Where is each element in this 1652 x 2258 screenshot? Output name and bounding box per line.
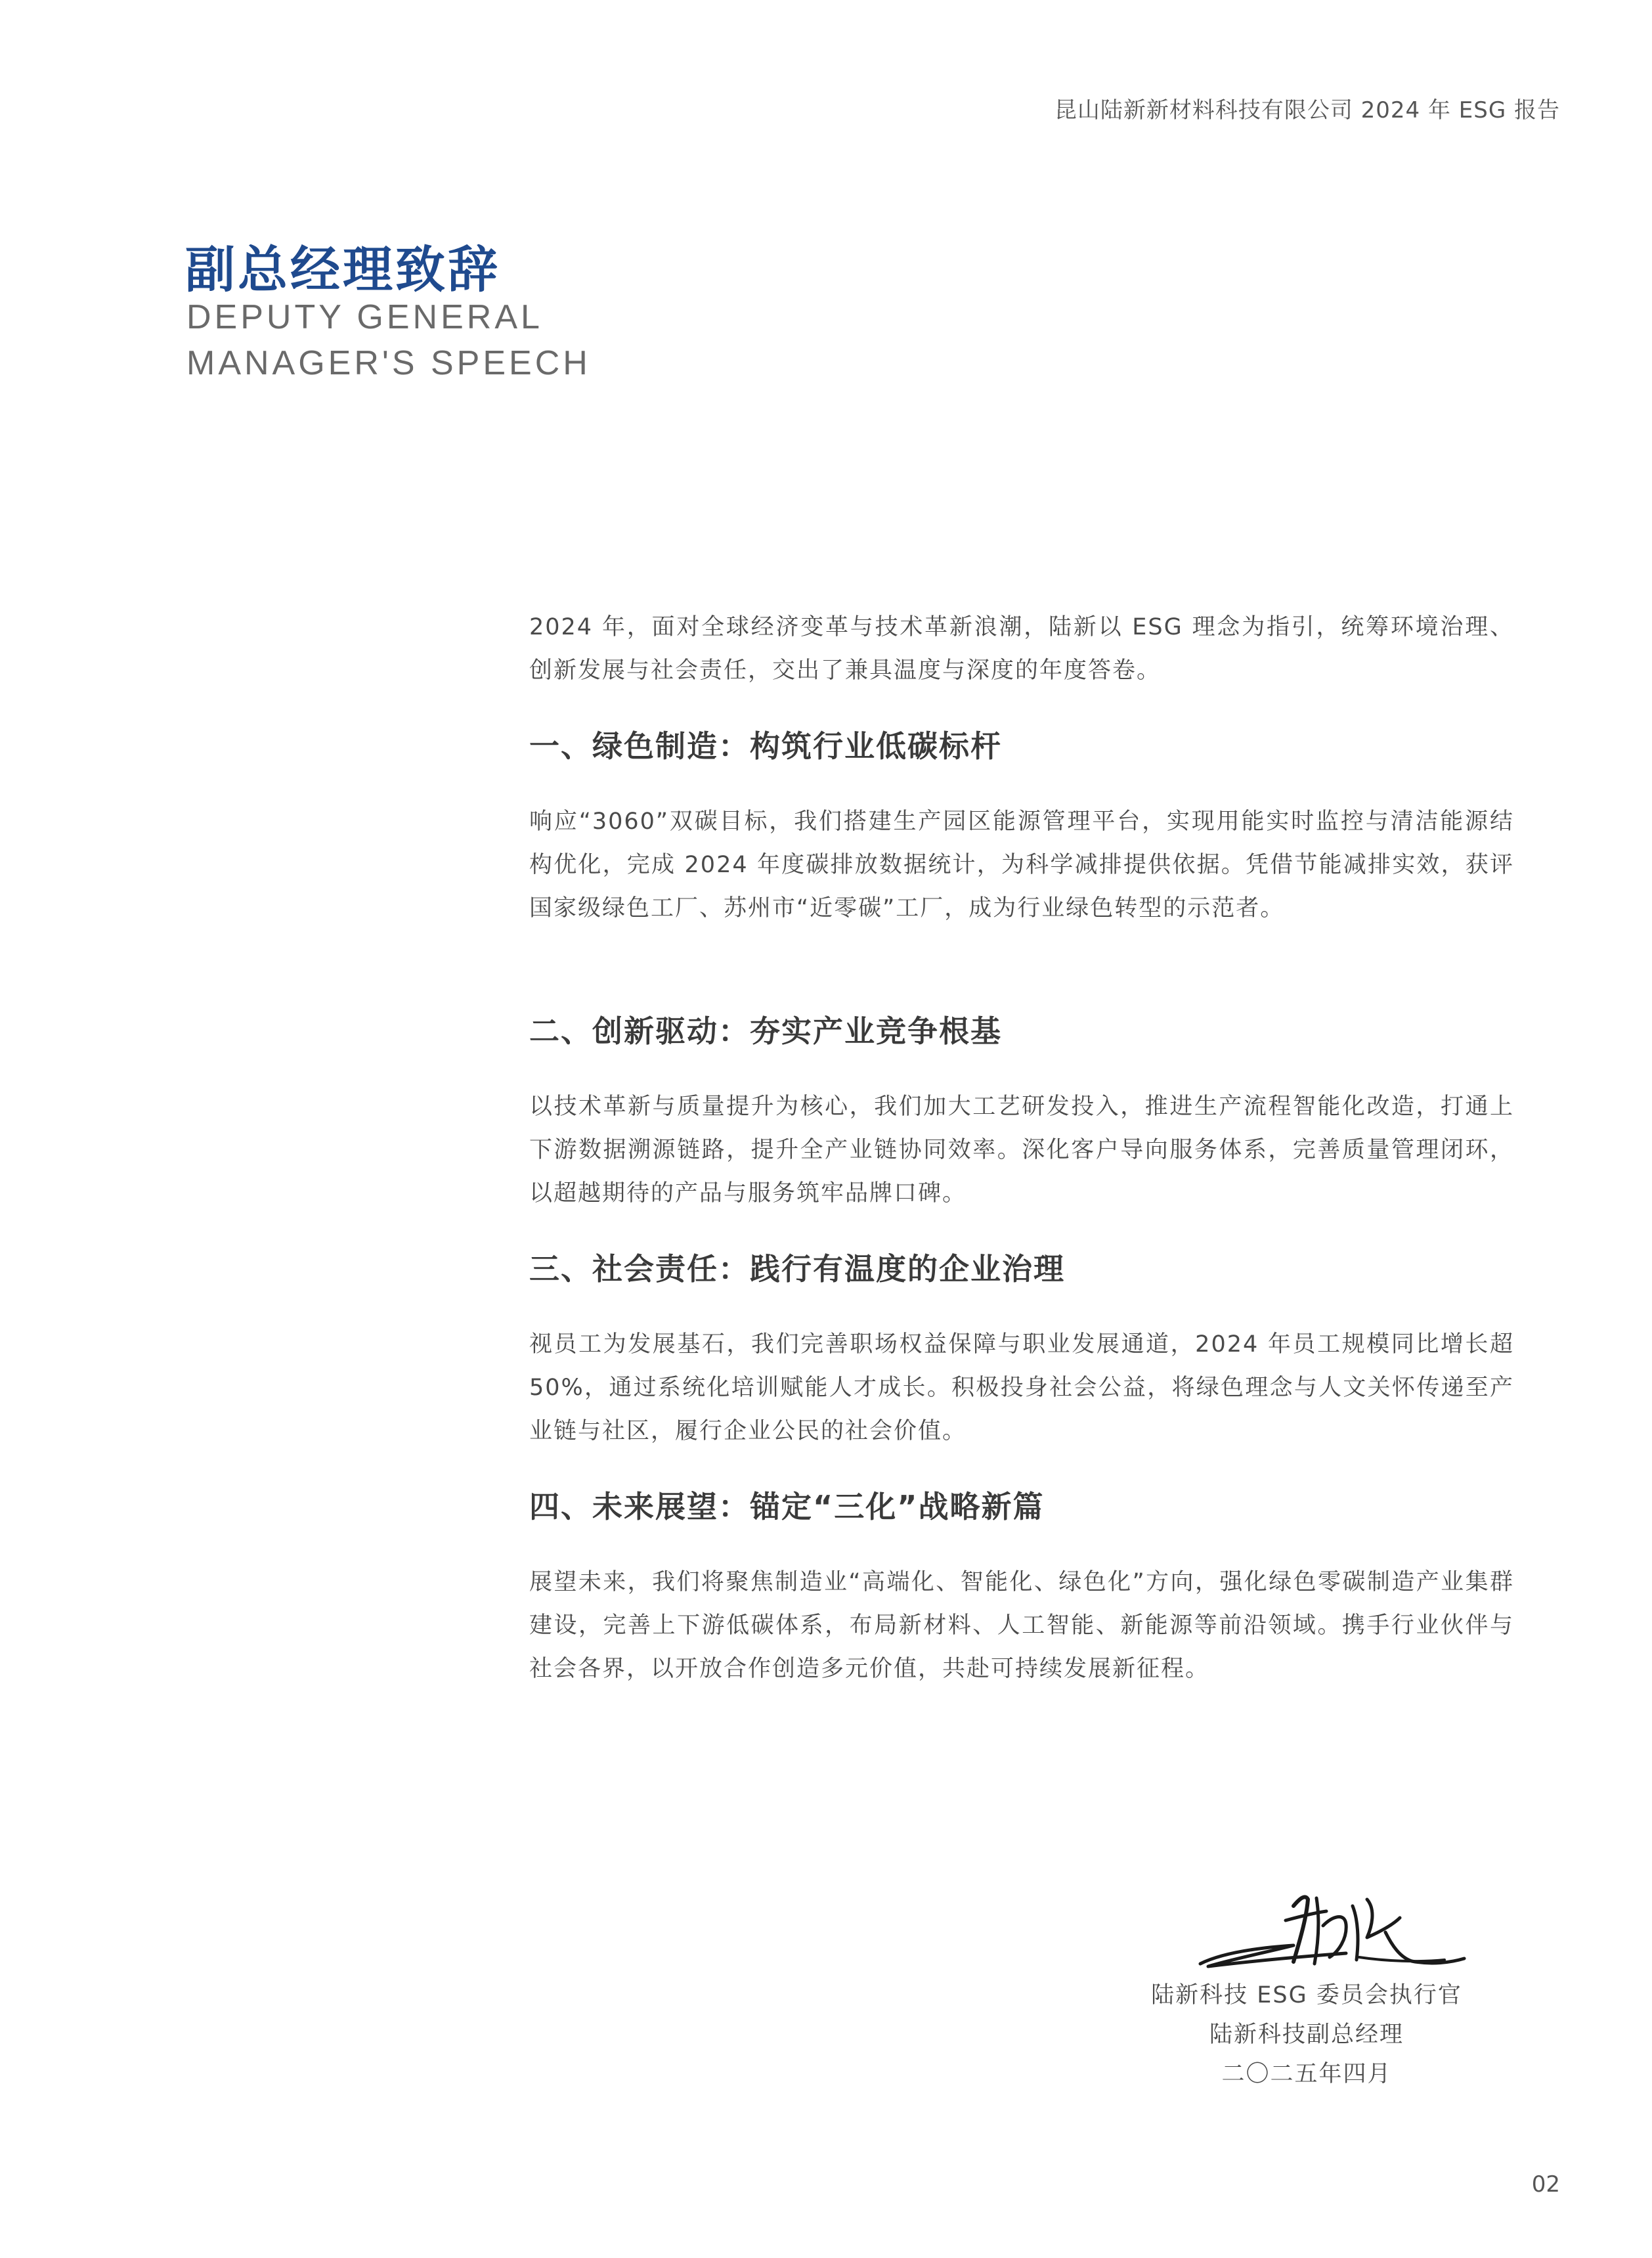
section-body-green-manufacturing: 响应“3060”双碳目标，我们搭建生产园区能源管理平台，实现用能实时监控与清洁能源结构优化，完成 2024 年度碳排放数据统计，为科学减排提供依据。凭借节能减排实效，获评国家级绿色工厂、苏州市“近零碳”工厂，成为行业绿色转型的示范者。 bbox=[529, 808, 1514, 921]
intro-paragraph: 2024 年，面对全球经济变革与技术革新浪潮，陆新以 ESG 理念为指引，统筹环境治理、创新发展与社会责任，交出了兼具温度与深度的年度答卷。 bbox=[529, 614, 1514, 684]
section-heading-outlook: 四、未来展望：锚定“三化”战略新篇 bbox=[529, 1489, 1045, 1524]
section-body-innovation: 以技术革新与质量提升为核心，我们加大工艺研发投入，推进生产流程智能化改造，打通上下游数据溯源链路，提升全产业链协同效率。深化客户导向服务体系，完善质量管理闭环，以超越期待的产品与服务筑牢品牌口碑。 bbox=[529, 1094, 1514, 1206]
signoff-role-esg: 陆新科技 ESG 委员会执行官 bbox=[1151, 1982, 1462, 2008]
page-number: 02 bbox=[1531, 2171, 1560, 2198]
report-header: 昆山陆新新材料科技有限公司 2024 年 ESG 报告 bbox=[1054, 97, 1560, 123]
page-subtitle-en bbox=[186, 294, 712, 386]
signoff-role-deputy-gm: 陆新科技副总经理 bbox=[1209, 2022, 1404, 2048]
section-body-outlook: 展望未来，我们将聚焦制造业“高端化、智能化、绿色化”方向，强化绿色零碳制造产业集群建设，完善上下游低碳体系，布局新材料、人工智能、新能源等前沿领域。携手行业伙伴与社会各界，以开放合作创造多元价值，共赴可持续发展新征程。 bbox=[529, 1569, 1514, 1682]
section-heading-social-responsibility: 三、社会责任：践行有温度的企业治理 bbox=[529, 1251, 1065, 1287]
speech-body bbox=[529, 606, 1514, 1691]
section-body-social-responsibility: 视员工为发展基石，我们完善职场权益保障与职业发展通道，2024 年员工规模同比增长超 50%，通过系统化培训赋能人才成长。积极投身社会公益，将绿色理念与人文关怀传递至产业链与社区，履行企业公民的社会价值。 bbox=[529, 1331, 1514, 1444]
page-title: 副总经理致辞 bbox=[185, 240, 500, 299]
handwritten-signature bbox=[1195, 1880, 1471, 1978]
signoff-block bbox=[1110, 1976, 1504, 2094]
section-heading-green-manufacturing: 一、绿色制造：构筑行业低碳标杆 bbox=[529, 728, 1002, 764]
subtitle-line-2: MANAGER'S SPEECH bbox=[186, 344, 591, 382]
signoff-date: 二〇二五年四月 bbox=[1221, 2061, 1392, 2087]
section-heading-innovation: 二、创新驱动：夯实产业竞争根基 bbox=[529, 1013, 1002, 1049]
subtitle-line-1: DEPUTY GENERAL bbox=[186, 298, 543, 336]
